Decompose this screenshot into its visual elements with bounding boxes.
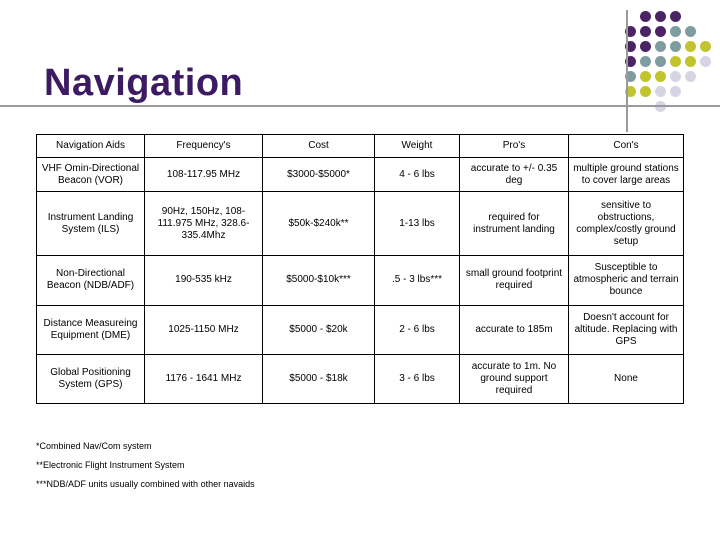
- decor-dot: [670, 11, 681, 22]
- header-navigation-aids: Navigation Aids: [37, 135, 145, 158]
- decor-dot: [670, 71, 681, 82]
- footnotes: [36, 441, 255, 498]
- decor-dot: [655, 56, 666, 67]
- decor-dot: [670, 86, 681, 97]
- cell-frequency: 90Hz, 150Hz, 108-111.975 MHz, 328.6-335.4Mhz: [145, 192, 263, 256]
- cell-weight: 3 - 6 lbs: [375, 354, 460, 403]
- decor-dot: [700, 56, 711, 67]
- cell-aid: Non-Directional Beacon (NDB/ADF): [37, 256, 145, 305]
- decor-dot: [670, 41, 681, 52]
- decor-dot: [655, 71, 666, 82]
- cell-pros: small ground footprint required: [460, 256, 569, 305]
- cell-pros: accurate to 1m. No ground support required: [460, 354, 569, 403]
- footnote: ***NDB/ADF units usually combined with other navaids: [36, 479, 255, 489]
- cell-frequency: 1025-1150 MHz: [145, 305, 263, 354]
- table-row: [37, 158, 684, 192]
- decor-dot: [640, 26, 651, 37]
- decor-dot: [640, 86, 651, 97]
- table-row: [37, 256, 684, 305]
- decor-dot: [655, 86, 666, 97]
- decor-dot: [685, 26, 696, 37]
- cell-weight: 1-13 lbs: [375, 192, 460, 256]
- header-frequencies: Frequency's: [145, 135, 263, 158]
- slide-title: Navigation: [44, 62, 244, 104]
- cell-cost: $50k-$240k**: [263, 192, 375, 256]
- cell-frequency: 108-117.95 MHz: [145, 158, 263, 192]
- cell-weight: 4 - 6 lbs: [375, 158, 460, 192]
- cell-weight: .5 - 3 lbs***: [375, 256, 460, 305]
- decor-dot: [685, 41, 696, 52]
- cell-cons: None: [569, 354, 684, 403]
- table-header-row: [37, 135, 684, 158]
- title-divider-line: [0, 105, 720, 107]
- cell-frequency: 190-535 kHz: [145, 256, 263, 305]
- cell-pros: required for instrument landing: [460, 192, 569, 256]
- decor-dot: [640, 11, 651, 22]
- table-row: [37, 305, 684, 354]
- decor-dot: [640, 56, 651, 67]
- cell-weight: 2 - 6 lbs: [375, 305, 460, 354]
- header-cons: Con's: [569, 135, 684, 158]
- decor-dot: [685, 56, 696, 67]
- table-row: [37, 354, 684, 403]
- cell-cons: Susceptible to atmospheric and terrain bounce: [569, 256, 684, 305]
- cell-aid: VHF Omin-Directional Beacon (VOR): [37, 158, 145, 192]
- cell-aid: Global Positioning System (GPS): [37, 354, 145, 403]
- cell-cost: $5000 - $20k: [263, 305, 375, 354]
- cell-frequency: 1176 - 1641 MHz: [145, 354, 263, 403]
- decor-dot: [655, 26, 666, 37]
- table-row: [37, 192, 684, 256]
- decor-dot: [685, 71, 696, 82]
- decor-dot: [670, 26, 681, 37]
- header-cost: Cost: [263, 135, 375, 158]
- decorative-vertical-line: [626, 10, 628, 132]
- cell-pros: accurate to 185m: [460, 305, 569, 354]
- footnote: **Electronic Flight Instrument System: [36, 460, 185, 470]
- decor-dot: [640, 71, 651, 82]
- cell-cons: Doesn't account for altitude. Replacing with GPS: [569, 305, 684, 354]
- cell-cost: $3000-$5000*: [263, 158, 375, 192]
- cell-aid: Distance Measureing Equipment (DME): [37, 305, 145, 354]
- header-weight: Weight: [375, 135, 460, 158]
- decor-dot: [640, 41, 651, 52]
- footnote: *Combined Nav/Com system: [36, 441, 152, 451]
- decor-dot: [655, 11, 666, 22]
- cell-aid: Instrument Landing System (ILS): [37, 192, 145, 256]
- cell-cons: multiple ground stations to cover large areas: [569, 158, 684, 192]
- decor-dot: [655, 41, 666, 52]
- cell-cons: sensitive to obstructions, complex/costly ground setup: [569, 192, 684, 256]
- cell-pros: accurate to +/- 0.35 deg: [460, 158, 569, 192]
- cell-cost: $5000-$10k***: [263, 256, 375, 305]
- decor-dot: [700, 41, 711, 52]
- header-pros: Pro's: [460, 135, 569, 158]
- cell-cost: $5000 - $18k: [263, 354, 375, 403]
- decor-dot: [670, 56, 681, 67]
- navigation-aids-table: [36, 134, 684, 404]
